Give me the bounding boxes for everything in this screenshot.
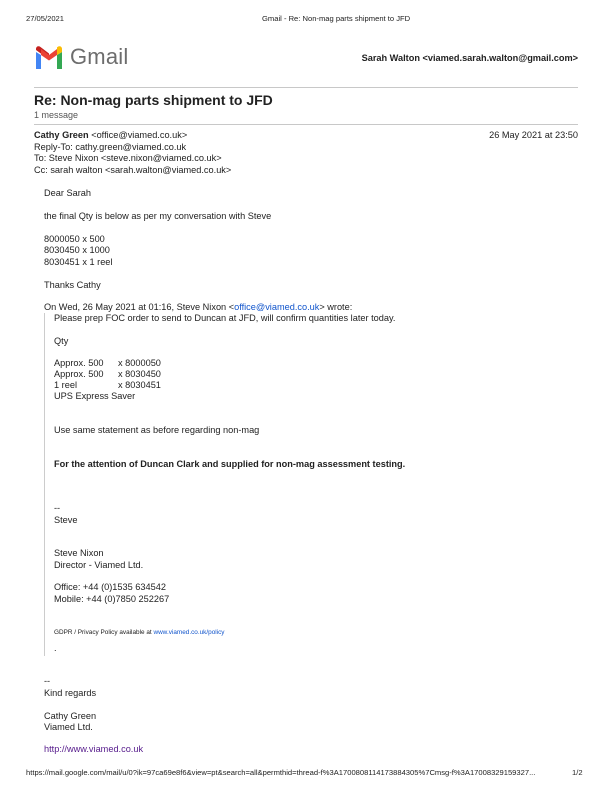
print-url: https://mail.google.com/mail/u/0?ik=97ca69e8f6&view=pt&search=all&permthid=thread-f%3A1700808114173884305%7Cmsg-f%3A17008329159327... [26,768,536,777]
print-page-number: 1/2 [572,768,583,777]
qty-row-2-code: x 8030450 [118,369,161,379]
reply-to-line: Reply-To: cathy.green@viamed.co.uk [34,142,187,152]
item-line-2: 8030450 x 1000 [44,245,110,255]
account-label: Sarah Walton <viamed.sarah.walton@gmail.com> [361,53,578,63]
to-line: To: Steve Nixon <steve.nixon@viamed.co.uk> [34,153,222,163]
gdpr-prefix: GDPR / Privacy Policy available at [54,629,154,636]
thanks-line: Thanks Cathy [44,280,101,290]
quote-office-phone: Office: +44 (0)1535 634542 [54,582,166,592]
gdpr-line [54,629,225,636]
qty-row-3 [54,380,161,390]
qty-row-2-qty: Approx. 500 [54,369,104,379]
cc-line: Cc: sarah walton <sarah.walton@viamed.co.uk> [34,165,232,175]
signature-dash: -- [44,676,51,686]
qty-row-3-code: x 8030451 [118,380,161,390]
quote-intro-suffix: > wrote: [319,302,353,312]
qty-row-1 [54,358,161,368]
print-title: Gmail - Re: Non-mag parts shipment to JFD [262,14,411,23]
qty-label: Qty [54,336,69,346]
gdpr-dot: . [54,643,57,653]
header-divider [34,87,578,88]
thread-subject: Re: Non-mag parts shipment to JFD [34,92,273,108]
print-date: 27/05/2021 [26,14,65,23]
gmail-wordmark: Gmail [70,44,129,69]
quote-full-name: Steve Nixon [54,548,104,558]
signature-company: Viamed Ltd. [44,722,93,732]
sender-email: <office@viamed.co.uk> [91,130,188,140]
quote-intro-prefix: On Wed, 26 May 2021 at 01:16, Steve Nixon < [44,302,235,312]
gmail-m-icon [34,46,64,69]
quote-intro [44,302,352,312]
sender-name: Cathy Green [34,130,89,140]
gmail-logo[interactable] [34,44,128,70]
quote-title: Director - Viamed Ltd. [54,560,144,570]
sender-line [34,130,187,140]
signature-name: Cathy Green [44,711,97,721]
item-line-3: 8030451 x 1 reel [44,257,113,267]
quote-sig-dash: -- [54,503,61,513]
qty-row-3-qty: 1 reel [54,380,77,390]
attention-line: For the attention of Duncan Clark and supplied for non-mag assessment testing. [54,459,406,469]
quote-email-link[interactable]: office@viamed.co.uk [234,302,320,312]
gdpr-policy-link[interactable]: www.viamed.co.uk/policy [153,629,225,636]
intro-line: the final Qty is below as per my conversation with Steve [44,211,272,221]
signature-website-link[interactable]: http://www.viamed.co.uk [44,744,144,754]
message-divider [34,124,578,125]
message-date: 26 May 2021 at 23:50 [489,130,578,140]
greeting: Dear Sarah [44,188,91,198]
kind-regards: Kind regards [44,688,97,698]
qty-row-1-qty: Approx. 500 [54,358,104,368]
item-line-1: 8000050 x 500 [44,234,105,244]
message-count: 1 message [34,110,79,120]
statement-line: Use same statement as before regarding non-mag [54,425,260,435]
qty-row-2 [54,369,161,379]
qty-row-1-code: x 8000050 [118,358,161,368]
quote-bar [44,313,45,656]
quote-line-1: Please prep FOC order to send to Duncan at JFD, will confirm quantities later today. [54,313,396,323]
shipping-line: UPS Express Saver [54,391,136,401]
quote-sig-name: Steve [54,515,78,525]
quote-mobile-phone: Mobile: +44 (0)7850 252267 [54,594,170,604]
